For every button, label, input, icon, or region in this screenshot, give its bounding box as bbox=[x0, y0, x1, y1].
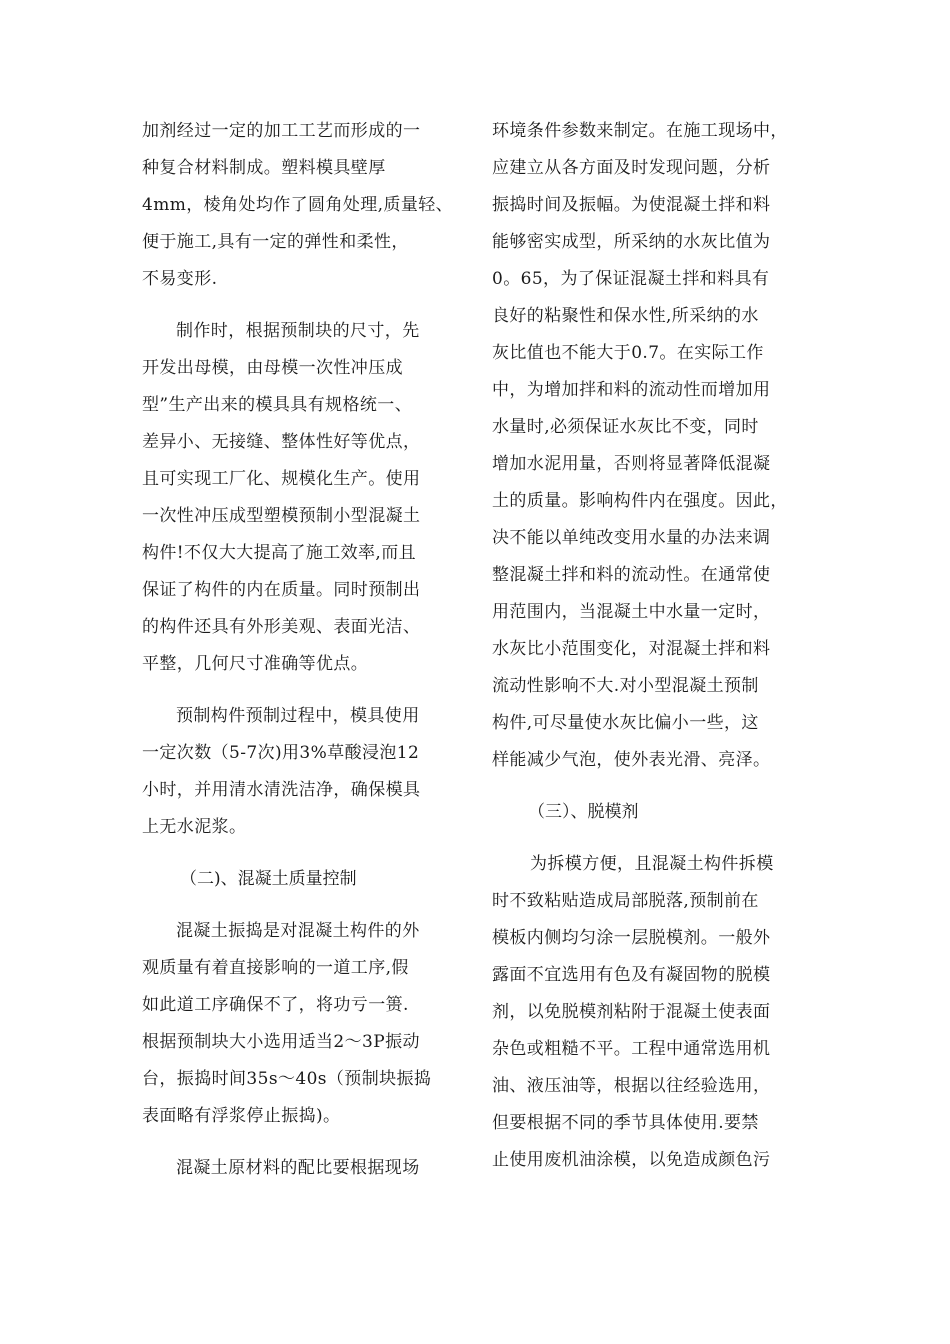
text-line: 但要根据不同的季节具体使用.要禁 bbox=[492, 1113, 759, 1133]
text-line: 4mm，棱角处均作了圆角处理,质量轻、 bbox=[142, 195, 454, 215]
text-line: 环境条件参数来制定。在施工现场中， bbox=[492, 121, 788, 141]
text-line: 中，为增加拌和料的流动性而增加用 bbox=[492, 380, 771, 400]
text-line: 加剂经过一定的加工工艺而形成的一 bbox=[142, 121, 421, 141]
text-line: 预制构件预制过程中，模具使用 bbox=[176, 706, 420, 726]
text-line: 混凝土原材料的配比要根据现场 bbox=[176, 1158, 420, 1178]
text-line: 止使用废机油涂模，以免造成颜色污 bbox=[492, 1150, 771, 1170]
text-line: 露面不宜选用有色及有凝固物的脱模 bbox=[492, 965, 771, 985]
left-paragraph-2 bbox=[142, 313, 462, 683]
text-line: 水量时,必须保证水灰比不变，同时 bbox=[492, 417, 759, 437]
text-line: 整混凝土拌和料的流动性。在通常使 bbox=[492, 565, 771, 585]
text-line: 能够密实成型，所采纳的水灰比值为 bbox=[492, 232, 771, 252]
text-line: 表面略有浮浆停止振捣)。 bbox=[142, 1106, 341, 1126]
text-line: 时不致粘贴造成局部脱落,预制前在 bbox=[492, 891, 759, 911]
right-paragraph-2 bbox=[492, 846, 814, 1179]
text-line: 不易变形. bbox=[142, 269, 218, 289]
text-line: 土的质量。影响构件内在强度。因此， bbox=[492, 491, 788, 511]
left-column bbox=[142, 113, 462, 1187]
text-line: 流动性影响不大.对小型混凝土预制 bbox=[492, 676, 759, 696]
text-line: 一定次数（5-7次)用3%草酸浸泡12 bbox=[142, 743, 420, 763]
text-line: 水灰比小范围变化，对混凝土拌和料 bbox=[492, 639, 771, 659]
text-line: 平整，几何尺寸准确等优点。 bbox=[142, 654, 369, 674]
left-paragraph-3 bbox=[142, 698, 462, 846]
text-line: 应建立从各方面及时发现问题，分析 bbox=[492, 158, 771, 178]
text-line: 如此道工序确保不了，将功亏一篑. bbox=[142, 995, 409, 1015]
text-line: 开发出母模，由母模一次性冲压成 bbox=[142, 358, 403, 378]
text-line: 的构件还具有外形美观、表面光洁、 bbox=[142, 617, 421, 637]
text-line: 用范围内，当混凝土中水量一定时， bbox=[492, 602, 771, 622]
text-line: 0。65，为了保证混凝土拌和料具有 bbox=[492, 269, 770, 289]
text-line: 型”生产出来的模具具有规格统一、 bbox=[142, 395, 413, 415]
text-line: 且可实现工厂化、规模化生产。使用 bbox=[142, 469, 421, 489]
left-paragraph-1 bbox=[142, 113, 462, 298]
right-paragraph-1 bbox=[492, 113, 814, 779]
right-column bbox=[492, 113, 814, 1179]
left-paragraph-5 bbox=[142, 1150, 462, 1187]
text-line: 差异小、无接缝、整体性好等优点， bbox=[142, 432, 421, 452]
text-line: 模板内侧均匀涂一层脱模剂。一般外 bbox=[492, 928, 771, 948]
text-line: 油、液压油等，根据以往经验选用， bbox=[492, 1076, 771, 1096]
text-line: 增加水泥用量，否则将显著降低混凝 bbox=[492, 454, 771, 474]
text-line: 决不能以单纯改变用水量的办法来调 bbox=[492, 528, 771, 548]
text-line: 混凝土振捣是对混凝土构件的外 bbox=[176, 921, 420, 941]
text-line: 良好的粘聚性和保水性,所采纳的水 bbox=[492, 306, 759, 326]
text-line: 振捣时间及振幅。为使混凝土拌和料 bbox=[492, 195, 771, 215]
text-line: 台，振捣时间35s～40s（预制块振捣 bbox=[142, 1069, 432, 1089]
left-paragraph-4 bbox=[142, 913, 462, 1135]
text-line: 制作时，根据预制块的尺寸，先 bbox=[176, 321, 420, 341]
text-line: 灰比值也不能大于0.7。在实际工作 bbox=[492, 343, 764, 363]
section-heading-quality-control: （二)、混凝土质量控制 bbox=[180, 869, 357, 889]
text-line: 构件,可尽量使水灰比偏小一些，这 bbox=[492, 713, 759, 733]
text-line: 杂色或粗糙不平。工程中通常选用机 bbox=[492, 1039, 771, 1059]
text-line: 观质量有着直接影响的一道工序,假 bbox=[142, 958, 409, 978]
text-line: 样能减少气泡，使外表光滑、亮泽。 bbox=[492, 750, 771, 770]
text-line: 上无水泥浆。 bbox=[142, 817, 247, 837]
text-line: 构件!不仅大大提高了施工效率,而且 bbox=[142, 543, 417, 563]
text-line: 保证了构件的内在质量。同时预制出 bbox=[142, 580, 421, 600]
section-heading-release-agent: （三）、脱模剂 bbox=[528, 802, 639, 822]
text-line: 种复合材料制成。塑料模具壁厚 bbox=[142, 158, 386, 178]
text-line: 便于施工,具有一定的弹性和柔性， bbox=[142, 232, 409, 252]
text-line: 一次性冲压成型塑模预制小型混凝土 bbox=[142, 506, 421, 526]
text-line: 根据预制块大小选用适当2～3P振动 bbox=[142, 1032, 420, 1052]
text-line: 小时，并用清水清洗洁净，确保模具 bbox=[142, 780, 421, 800]
text-line: 为拆模方便，且混凝土构件拆模 bbox=[530, 854, 774, 874]
text-line: 剂，以免脱模剂粘附于混凝土使表面 bbox=[492, 1002, 771, 1022]
